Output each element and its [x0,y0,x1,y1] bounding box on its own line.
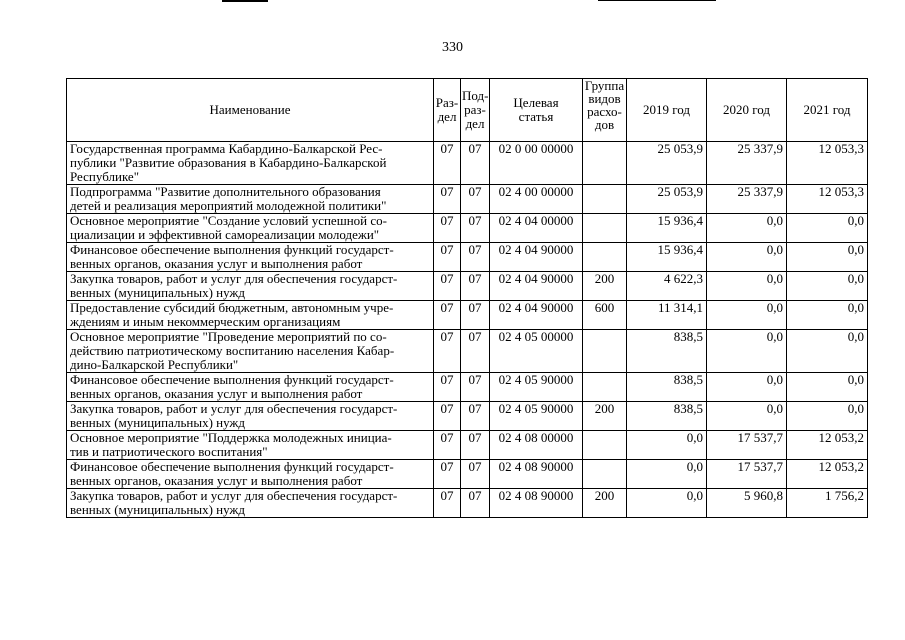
cell-expense-group [583,214,627,243]
header-2021: 2021 год [787,79,868,142]
cell-name-line: Закупка товаров, работ и услуг для обеспечения государст- [70,271,398,286]
cell-name-line: публики "Развитие образования в Кабардино-Балкарской [70,155,387,170]
cell-expense-group [583,243,627,272]
header-line: видов [588,91,621,106]
cell-2019: 0,0 [627,489,707,518]
cell-section: 07 [434,301,461,330]
cell-target-article: 02 4 08 90000 [490,489,583,518]
cell-target-article: 02 4 08 00000 [490,431,583,460]
cell-target-article: 02 4 04 90000 [490,301,583,330]
cell-name [67,301,434,330]
header-line: дел [465,116,485,131]
cell-target-article: 02 4 04 90000 [490,272,583,301]
cell-expense-group: 600 [583,301,627,330]
header-2020: 2020 год [707,79,787,142]
cell-name-line: Республике" [70,169,140,184]
cell-target-article: 02 4 05 00000 [490,330,583,373]
cell-section: 07 [434,373,461,402]
cell-section: 07 [434,431,461,460]
cell-name [67,272,434,301]
cell-2020: 25 337,9 [707,142,787,185]
cell-section: 07 [434,185,461,214]
cell-subsection: 07 [461,243,490,272]
cell-expense-group [583,185,627,214]
table-row [67,431,868,460]
table-row [67,214,868,243]
cell-name-line: Предоставление субсидий бюджетным, автономным учре- [70,300,394,315]
cell-name [67,489,434,518]
budget-table [66,78,868,518]
cell-2021: 12 053,3 [787,142,868,185]
cell-subsection: 07 [461,431,490,460]
header-2019: 2019 год [627,79,707,142]
cell-subsection: 07 [461,142,490,185]
cell-expense-group: 200 [583,272,627,301]
cell-name [67,243,434,272]
cell-subsection: 07 [461,373,490,402]
cell-2019: 838,5 [627,373,707,402]
cell-name-line: венных органов, оказания услуг и выполнения работ [70,386,363,401]
header-line: Группа [584,78,625,93]
cell-target-article: 02 4 05 90000 [490,402,583,431]
cell-expense-group [583,330,627,373]
cell-2020: 0,0 [707,301,787,330]
cell-2021: 0,0 [787,330,868,373]
cell-section: 07 [434,402,461,431]
table-row [67,142,868,185]
header-section [434,79,461,142]
cell-expense-group: 200 [583,489,627,518]
cell-name-line: Подпрограмма "Развитие дополнительного образования [70,184,381,199]
header-line: дов [594,117,615,132]
cell-2019: 25 053,9 [627,142,707,185]
cell-subsection: 07 [461,185,490,214]
cell-subsection: 07 [461,460,490,489]
cell-name-line: Основное мероприятие "Поддержка молодежных инициа- [70,430,392,445]
cell-2021: 12 053,3 [787,185,868,214]
cell-target-article: 02 4 08 90000 [490,460,583,489]
cell-name-line: действию патриотическому воспитанию населения Кабар- [70,343,395,358]
cell-2020: 0,0 [707,330,787,373]
cell-2019: 4 622,3 [627,272,707,301]
cell-2019: 11 314,1 [627,301,707,330]
cell-subsection: 07 [461,489,490,518]
header-subsection [461,79,490,142]
scan-mark-left [222,0,268,2]
cell-expense-group [583,460,627,489]
table-row [67,489,868,518]
cell-name [67,185,434,214]
header-line: статья [518,109,554,124]
cell-name-line: венных органов, оказания услуг и выполнения работ [70,256,363,271]
cell-section: 07 [434,330,461,373]
cell-name-line: циализации и эффективной самореализации молодежи" [70,227,380,242]
cell-subsection: 07 [461,272,490,301]
cell-2021: 1 756,2 [787,489,868,518]
cell-name-line: венных (муниципальных) нужд [70,502,246,517]
cell-2019: 838,5 [627,402,707,431]
cell-target-article: 02 4 04 00000 [490,214,583,243]
cell-2020: 5 960,8 [707,489,787,518]
cell-target-article: 02 0 00 00000 [490,142,583,185]
cell-section: 07 [434,460,461,489]
header-line: Под- [462,88,489,103]
cell-2020: 25 337,9 [707,185,787,214]
cell-2020: 0,0 [707,402,787,431]
cell-expense-group [583,373,627,402]
header-target [490,79,583,142]
header-line: раз- [464,102,486,117]
cell-2021: 12 053,2 [787,460,868,489]
table-row [67,272,868,301]
cell-2019: 838,5 [627,330,707,373]
header-name: Наименование [67,79,434,142]
table-body [67,142,868,518]
cell-expense-group: 200 [583,402,627,431]
cell-name-line: венных (муниципальных) нужд [70,285,246,300]
cell-subsection: 07 [461,301,490,330]
cell-2019: 15 936,4 [627,214,707,243]
cell-name-line: венных (муниципальных) нужд [70,415,246,430]
cell-2019: 15 936,4 [627,243,707,272]
cell-name [67,402,434,431]
cell-name-line: тив и патриотического воспитания" [70,444,268,459]
cell-name [67,431,434,460]
cell-2019: 0,0 [627,460,707,489]
table-row [67,402,868,431]
cell-2021: 0,0 [787,373,868,402]
cell-name-line: дино-Балкарской Республики" [70,357,239,372]
cell-section: 07 [434,214,461,243]
cell-2019: 25 053,9 [627,185,707,214]
cell-2020: 0,0 [707,272,787,301]
header-line: дел [437,109,457,124]
table-row [67,243,868,272]
cell-2019: 0,0 [627,431,707,460]
table-row [67,330,868,373]
page-number: 330 [442,40,463,55]
cell-name-line: Основное мероприятие "Проведение мероприятий по со- [70,329,387,344]
header-line: расхо- [587,104,622,119]
cell-name-line: венных органов, оказания услуг и выполнения работ [70,473,363,488]
cell-name-line: Основное мероприятие "Создание условий успешной со- [70,213,387,228]
cell-2021: 0,0 [787,243,868,272]
cell-2021: 0,0 [787,402,868,431]
cell-section: 07 [434,272,461,301]
cell-name-line: Финансовое обеспечение выполнения функций государст- [70,372,394,387]
cell-name [67,142,434,185]
cell-2020: 0,0 [707,373,787,402]
cell-2020: 0,0 [707,243,787,272]
table-row [67,460,868,489]
header-line: Раз- [435,95,459,110]
cell-section: 07 [434,489,461,518]
cell-name-line: Закупка товаров, работ и услуг для обеспечения государст- [70,488,398,503]
cell-2020: 17 537,7 [707,431,787,460]
cell-target-article: 02 4 05 90000 [490,373,583,402]
header-line: Целевая [513,95,559,110]
cell-name [67,330,434,373]
cell-target-article: 02 4 04 90000 [490,243,583,272]
cell-name-line: Закупка товаров, работ и услуг для обеспечения государст- [70,401,398,416]
cell-target-article: 02 4 00 00000 [490,185,583,214]
cell-name [67,460,434,489]
cell-name-line: Государственная программа Кабардино-Балкарской Рес- [70,141,383,156]
header-group [583,79,627,142]
table-row [67,185,868,214]
cell-name [67,373,434,402]
table-row [67,301,868,330]
scan-mark-right [598,0,716,1]
cell-subsection: 07 [461,330,490,373]
cell-expense-group [583,142,627,185]
table-header-row [67,79,868,142]
cell-name [67,214,434,243]
cell-subsection: 07 [461,402,490,431]
cell-2020: 0,0 [707,214,787,243]
cell-section: 07 [434,243,461,272]
cell-name-line: детей и реализация мероприятий молодежной политики" [70,198,387,213]
cell-subsection: 07 [461,214,490,243]
cell-expense-group [583,431,627,460]
cell-2021: 12 053,2 [787,431,868,460]
table-row [67,373,868,402]
cell-2021: 0,0 [787,301,868,330]
cell-name-line: Финансовое обеспечение выполнения функций государст- [70,459,394,474]
cell-2020: 17 537,7 [707,460,787,489]
cell-2021: 0,0 [787,272,868,301]
cell-section: 07 [434,142,461,185]
cell-name-line: ждениям и иным некоммерческим организациям [70,314,341,329]
cell-name-line: Финансовое обеспечение выполнения функций государст- [70,242,394,257]
cell-2021: 0,0 [787,214,868,243]
